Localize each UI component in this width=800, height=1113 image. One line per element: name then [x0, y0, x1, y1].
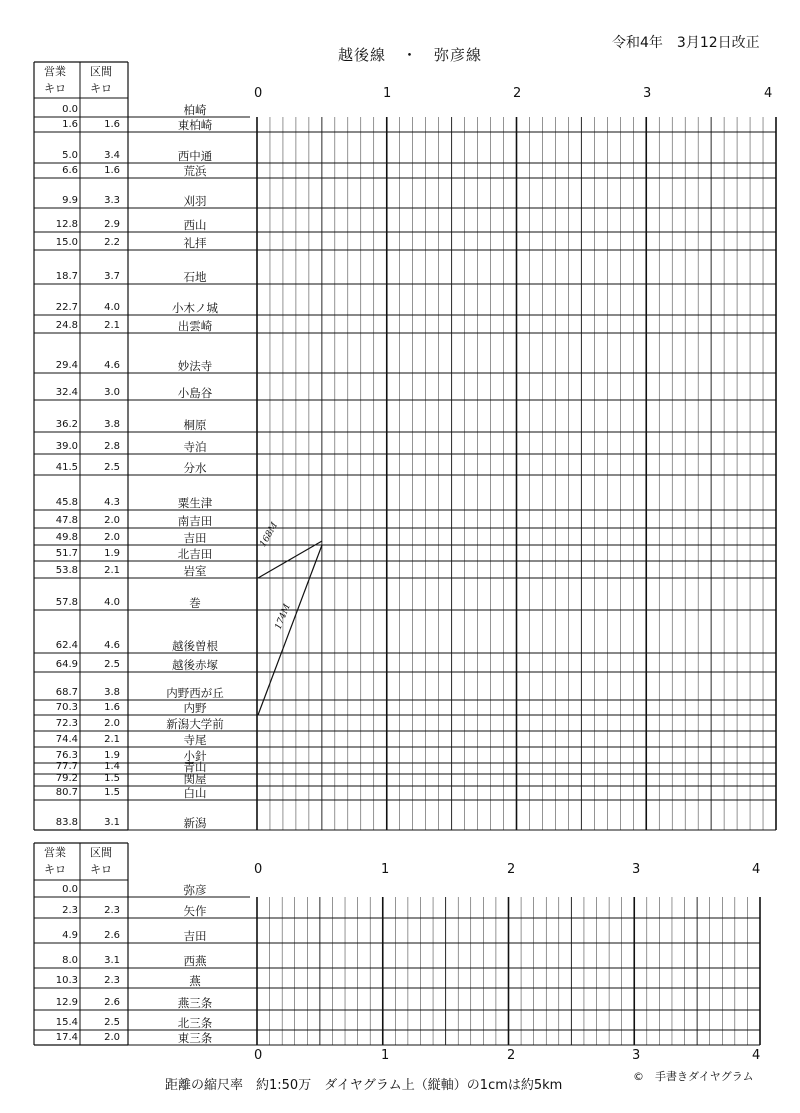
station-name: 小木ノ城	[172, 301, 218, 315]
section-km: 1.5	[104, 773, 120, 784]
cumulative-km: 6.6	[62, 165, 78, 176]
section-km: 2.8	[104, 441, 120, 452]
station-name: 刈羽	[183, 194, 207, 208]
section-km: 3.7	[104, 271, 120, 282]
revision-date: 令和4年 3月12日改正	[612, 35, 760, 51]
section-km: 2.6	[104, 930, 120, 941]
cumulative-km: 12.8	[55, 219, 78, 230]
cumulative-km: 53.8	[55, 565, 78, 576]
hour-label-0: 0	[254, 86, 263, 101]
station-name: 巻	[189, 596, 201, 610]
section-km: 2.1	[104, 320, 120, 331]
cumulative-km: 49.8	[55, 532, 78, 543]
header-cumulative-km: キロ	[44, 82, 66, 95]
station-name: 西中通	[177, 149, 213, 163]
header-cumulative-km: 営業	[44, 65, 66, 78]
station-name: 礼拝	[183, 236, 207, 250]
cumulative-km: 15.4	[55, 1017, 78, 1028]
hour-label-3: 3	[643, 86, 652, 101]
section-km: 1.9	[104, 548, 120, 559]
hour-label-3: 3	[632, 862, 641, 877]
station-name: 越後曽根	[172, 639, 218, 653]
cumulative-km: 74.4	[55, 734, 78, 745]
cumulative-km: 8.0	[62, 955, 78, 966]
hour-label-bottom-2: 2	[507, 1048, 516, 1063]
section-km: 4.0	[104, 302, 120, 313]
station-name: 粟生津	[177, 496, 213, 510]
cumulative-km: 62.4	[55, 640, 78, 651]
train-line-174m	[258, 545, 322, 715]
hour-label-bottom-3: 3	[632, 1048, 641, 1063]
section-km: 2.9	[104, 219, 120, 230]
hour-label-1: 1	[383, 86, 392, 101]
station-name: 南吉田	[177, 514, 213, 528]
section-km: 2.0	[104, 1032, 120, 1043]
station-name: 小針	[183, 749, 207, 763]
header-cumulative-km: 営業	[44, 846, 66, 859]
station-name: 東柏崎	[177, 118, 213, 132]
header-section-km: キロ	[90, 82, 112, 95]
section-km: 3.8	[104, 419, 120, 430]
cumulative-km: 36.2	[55, 419, 78, 430]
cumulative-km: 1.6	[62, 119, 78, 130]
station-name: 出雲崎	[177, 319, 213, 333]
cumulative-km: 39.0	[55, 441, 78, 452]
station-name: 内野西が丘	[166, 686, 224, 700]
cumulative-km: 17.4	[55, 1032, 78, 1043]
section-km: 2.3	[104, 905, 120, 916]
station-name: 越後赤塚	[172, 658, 218, 672]
station-name: 矢作	[183, 904, 207, 918]
station-name: 桐原	[183, 418, 207, 432]
section-km: 2.0	[104, 718, 120, 729]
hour-label-bottom-1: 1	[381, 1048, 390, 1063]
station-name: 寺尾	[183, 733, 207, 747]
station-name: 妙法寺	[177, 359, 213, 373]
cumulative-km: 24.8	[55, 320, 78, 331]
cumulative-km: 29.4	[55, 360, 78, 371]
station-name: 東三条	[177, 1031, 213, 1045]
station-name: 北三条	[177, 1016, 213, 1030]
station-name: 北吉田	[177, 547, 213, 561]
credit: © 手書きダイヤグラム	[633, 1070, 754, 1083]
station-name: 西山	[183, 218, 207, 232]
header-section-km: 区間	[90, 846, 112, 859]
header-section-km: キロ	[90, 863, 112, 876]
section-km: 3.8	[104, 687, 120, 698]
station-name: 燕	[189, 974, 201, 988]
page-title: 越後線 ・ 弥彦線	[338, 46, 483, 64]
section-km: 3.4	[104, 150, 120, 161]
cumulative-km: 0.0	[62, 104, 78, 115]
section-km: 4.6	[104, 360, 120, 371]
station-name: 吉田	[183, 531, 207, 545]
cumulative-km: 72.3	[55, 718, 78, 729]
station-name: 新潟大学前	[166, 717, 224, 731]
station-name: 青山	[183, 760, 207, 774]
cumulative-km: 12.9	[55, 997, 78, 1008]
section-km: 2.1	[104, 565, 120, 576]
cumulative-km: 41.5	[55, 462, 78, 473]
station-name: 西燕	[183, 954, 207, 968]
hour-label-bottom-4: 4	[752, 1048, 761, 1063]
hour-label-bottom-0: 0	[254, 1048, 263, 1063]
cumulative-km: 83.8	[55, 817, 78, 828]
hour-label-1: 1	[381, 862, 390, 877]
station-name: 柏崎	[183, 103, 207, 117]
station-name: 新潟	[183, 816, 207, 830]
station-name: 小島谷	[177, 386, 213, 400]
cumulative-km: 2.3	[62, 905, 78, 916]
train-label-168m: 168M	[258, 521, 281, 549]
section-km: 2.0	[104, 532, 120, 543]
section-km: 3.1	[104, 955, 120, 966]
section-km: 1.9	[104, 750, 120, 761]
cumulative-km: 32.4	[55, 387, 78, 398]
cumulative-km: 4.9	[62, 930, 78, 941]
station-name: 内野	[183, 701, 207, 715]
cumulative-km: 18.7	[55, 271, 78, 282]
cumulative-km: 57.8	[55, 597, 78, 608]
section-km: 3.3	[104, 195, 120, 206]
station-name: 吉田	[183, 929, 207, 943]
hour-label-2: 2	[507, 862, 516, 877]
station-name: 石地	[183, 270, 207, 284]
cumulative-km: 64.9	[55, 659, 78, 670]
section-km: 2.5	[104, 659, 120, 670]
header-cumulative-km: キロ	[44, 863, 66, 876]
section-km: 4.6	[104, 640, 120, 651]
train-label-174m: 174M	[273, 602, 293, 632]
section-km: 2.3	[104, 975, 120, 986]
scale-note: 距離の縮尺率 約1:50万 ダイヤグラム上（縦軸）の1cmは約5km	[165, 1078, 563, 1093]
section-km: 4.0	[104, 597, 120, 608]
cumulative-km: 10.3	[55, 975, 78, 986]
section-km: 1.6	[104, 702, 120, 713]
hour-label-4: 4	[752, 862, 761, 877]
section-km: 3.1	[104, 817, 120, 828]
cumulative-km: 45.8	[55, 497, 78, 508]
station-name: 寺泊	[183, 440, 207, 454]
cumulative-km: 22.7	[55, 302, 78, 313]
section-km: 2.5	[104, 1017, 120, 1028]
section-km: 3.0	[104, 387, 120, 398]
section-km: 1.6	[104, 165, 120, 176]
station-name: 弥彦	[183, 883, 207, 897]
section-km: 1.4	[104, 761, 120, 772]
section-km: 2.1	[104, 734, 120, 745]
cumulative-km: 51.7	[55, 548, 78, 559]
hour-label-0: 0	[254, 862, 263, 877]
section-km: 2.5	[104, 462, 120, 473]
section-km: 1.6	[104, 119, 120, 130]
cumulative-km: 80.7	[55, 787, 78, 798]
station-name: 荒浜	[183, 164, 207, 178]
cumulative-km: 70.3	[55, 702, 78, 713]
station-name: 関屋	[183, 772, 207, 786]
section-km: 2.2	[104, 237, 120, 248]
cumulative-km: 0.0	[62, 884, 78, 895]
cumulative-km: 79.2	[55, 773, 78, 784]
cumulative-km: 76.3	[55, 750, 78, 761]
station-name: 白山	[183, 786, 207, 800]
station-name: 燕三条	[177, 996, 213, 1010]
section-km: 2.0	[104, 515, 120, 526]
header-section-km: 区間	[90, 65, 112, 78]
station-name: 岩室	[183, 564, 207, 578]
cumulative-km: 68.7	[55, 687, 78, 698]
section-km: 2.6	[104, 997, 120, 1008]
cumulative-km: 9.9	[62, 195, 78, 206]
cumulative-km: 77.7	[55, 761, 78, 772]
cumulative-km: 15.0	[55, 237, 78, 248]
section-km: 1.5	[104, 787, 120, 798]
cumulative-km: 5.0	[62, 150, 78, 161]
cumulative-km: 47.8	[55, 515, 78, 526]
hour-label-2: 2	[513, 86, 522, 101]
section-km: 4.3	[104, 497, 120, 508]
station-name: 分水	[183, 461, 207, 475]
hour-label-4: 4	[764, 86, 773, 101]
